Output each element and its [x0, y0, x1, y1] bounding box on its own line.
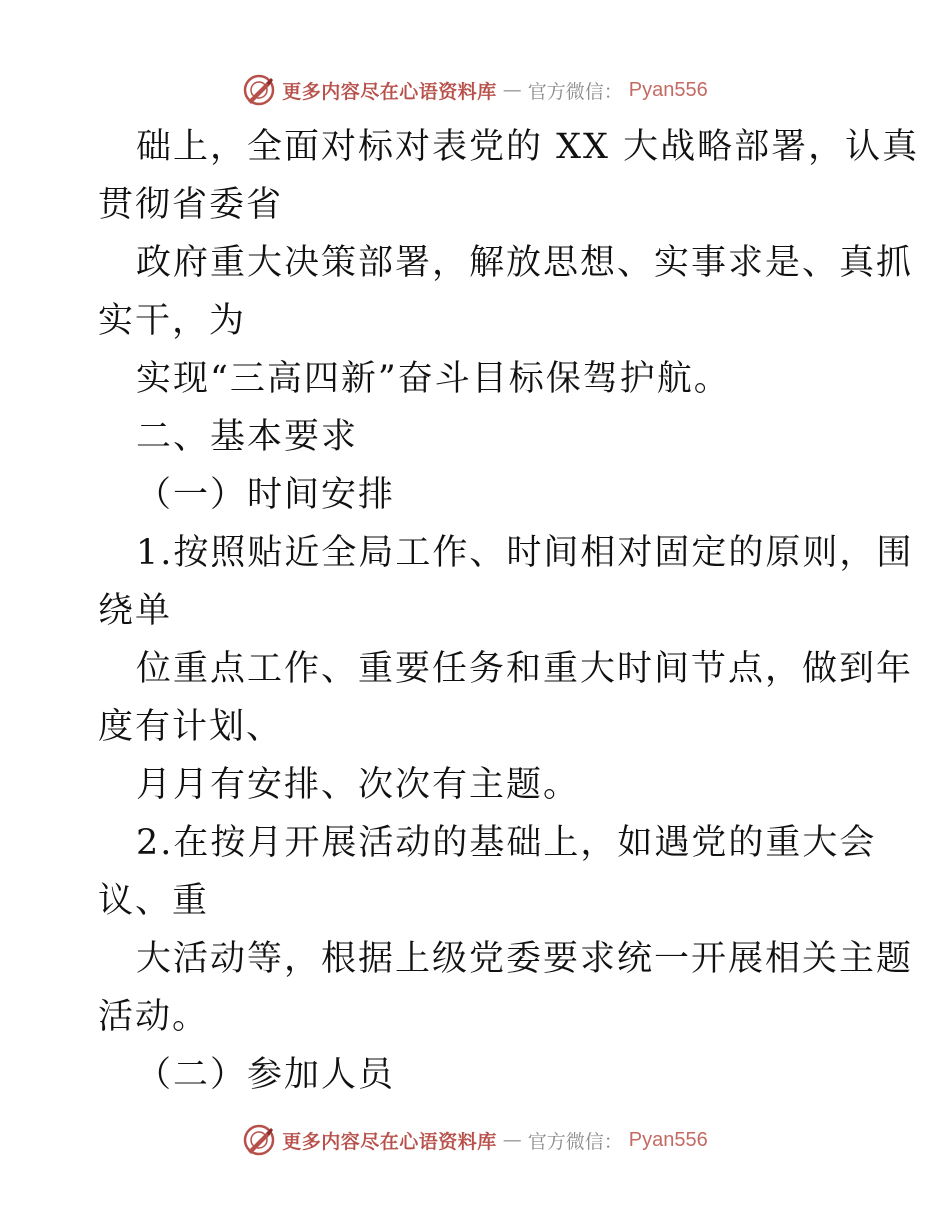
watermark-wechat-label: 官方微信：	[527, 80, 623, 103]
body-text-line: 实现“三高四新”奋斗目标保驾护航。	[136, 359, 731, 399]
body-text-line: 月月有安排、次次有主题。	[136, 765, 581, 805]
watermark-dash: —	[502, 1129, 522, 1151]
footer-watermark	[0, 1120, 950, 1160]
document-body	[98, 118, 920, 1104]
body-text-line: 议、重	[98, 881, 210, 921]
watermark-text: 更多内容尽在心语资料库	[282, 80, 497, 103]
body-text-line: 实干，为	[98, 301, 247, 341]
watermark-dash: —	[502, 79, 522, 101]
watermark-wechat-id: Pyan556	[628, 78, 708, 101]
body-text-line: （二）参加人员	[136, 1055, 396, 1095]
body-text-line: 活动。	[98, 997, 210, 1037]
header-watermark	[0, 70, 950, 110]
body-text-line: 二、基本要求	[136, 417, 359, 457]
body-text-line: 绕单	[98, 591, 173, 631]
body-text-line: 度有计划、	[98, 707, 284, 747]
watermark-wechat-label: 官方微信：	[527, 1130, 623, 1153]
body-text-line: 1.按照贴近全局工作、时间相对固定的原则，围	[136, 533, 914, 573]
body-text-line: （一）时间安排	[136, 475, 396, 515]
watermark-text: 更多内容尽在心语资料库	[282, 1130, 497, 1153]
pen-logo-icon	[242, 1123, 276, 1157]
body-text-line: 贯彻省委省	[98, 185, 284, 225]
body-text-line: 础上，全面对标对表党的 XX 大战略部署，认真	[136, 127, 920, 167]
pen-logo-icon	[242, 73, 276, 107]
body-text-line: 位重点工作、重要任务和重大时间节点，做到年	[136, 649, 914, 689]
body-text-line: 政府重大决策部署，解放思想、实事求是、真抓	[136, 243, 914, 283]
watermark-wechat-id: Pyan556	[628, 1128, 708, 1151]
body-text-line: 大活动等，根据上级党委要求统一开展相关主题	[136, 939, 914, 979]
body-text-line: 2.在按月开展活动的基础上，如遇党的重大会	[136, 823, 877, 863]
